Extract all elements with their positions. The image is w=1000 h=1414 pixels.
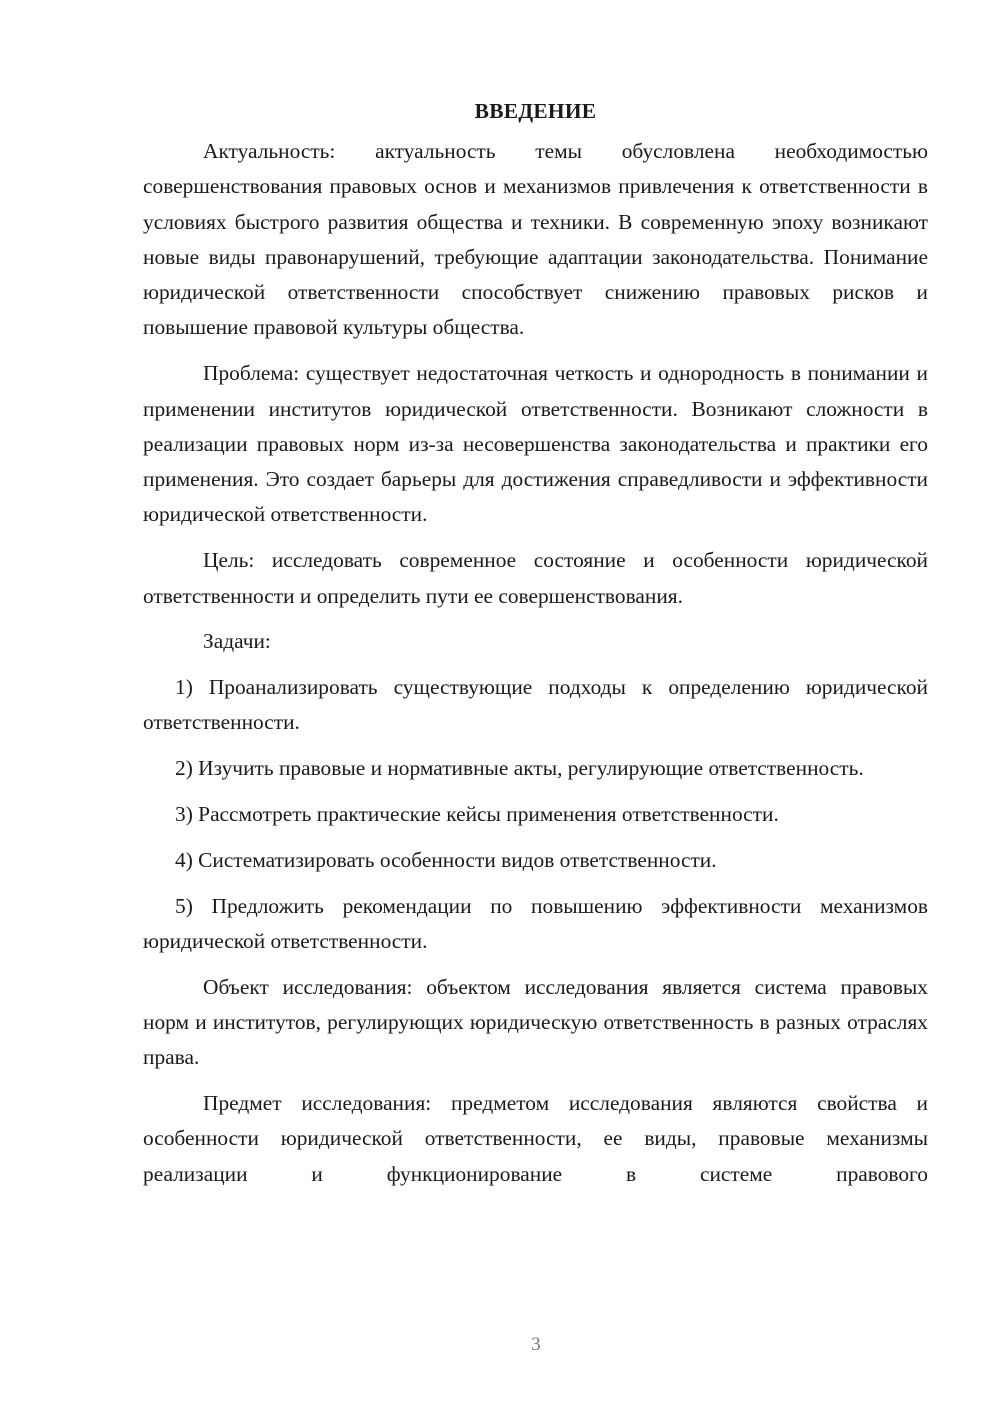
- subject-paragraph: Предмет исследования: предметом исследования являются свойства и особенности юридической ответственности, ее виды, правовые механизмы реализации и функционирование в системе правового: [143, 1091, 928, 1186]
- task-item: 3) Рассмотреть практические кейсы применения ответственности.: [175, 802, 779, 827]
- task-item: 4) Систематизировать особенности видов ответственности.: [175, 847, 717, 872]
- tasks-list: [143, 670, 928, 959]
- page-number: 3: [531, 1334, 541, 1355]
- problem-paragraph: Проблема: существует недостаточная четкость и однородность в понимании и применении институтов юридической ответственности. Возникают сложности в реализации правовых норм из-за несовершенства законодательства и практики его применения. Это создает барьеры для достижения справедливости и эффективности юридической ответственности.: [143, 361, 928, 527]
- page-body: [143, 96, 928, 1192]
- goal-paragraph: Цель: исследовать современное состояние и особенности юридической ответственности и определить пути ее совершенствования.: [143, 548, 928, 608]
- task-item: 1) Проанализировать существующие подходы к определению юридической ответственности.: [143, 675, 928, 735]
- object-paragraph: Объект исследования: объектом исследования является система правовых норм и институтов, регулирующих юридическую ответственность в разных отраслях права.: [143, 974, 928, 1070]
- task-item: 2) Изучить правовые и нормативные акты, регулирующие ответственность.: [175, 756, 864, 781]
- tasks-label: Задачи:: [203, 629, 271, 654]
- task-item: 5) Предложить рекомендации по повышению эффективности механизмов юридической ответственности.: [143, 893, 928, 953]
- relevance-paragraph: Актуальность: актуальность темы обусловлена необходимостью совершенствования правовых основ и механизмов привлечения к ответственности в условиях быстрого развития общества и техники. В современную эпоху возникают новые виды правонарушений, требующие адаптации законодательства. Понимание юридической ответственности способствует снижению правовых рисков и повышение правовой культуры общества.: [143, 139, 928, 340]
- section-heading: ВВЕДЕНИЕ: [474, 99, 597, 123]
